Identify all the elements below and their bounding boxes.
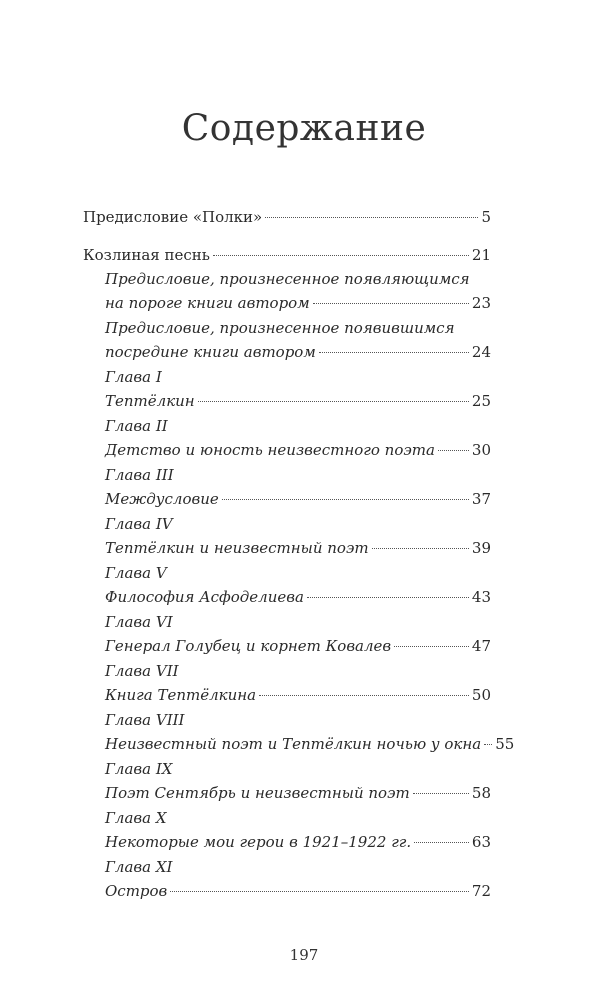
toc-entry-chapter-2[interactable] [105, 414, 491, 462]
table-of-contents [83, 205, 515, 904]
dot-leader [313, 303, 469, 304]
toc-entry-title: на пороге книги автором [105, 294, 310, 312]
toc-page-number: 72 [471, 882, 491, 900]
toc-chapter-label: Глава VIII [105, 711, 185, 729]
toc-chapter-label: Глава I [105, 368, 162, 386]
dot-leader [413, 793, 469, 794]
toc-chapter-label: Глава IX [105, 760, 173, 778]
toc-chapter-label: Глава II [105, 417, 168, 435]
toc-entry-preface-2[interactable] [105, 316, 491, 364]
toc-entry-title: Детство и юность неизвестного поэта [105, 441, 435, 459]
toc-page-number: 30 [471, 441, 491, 459]
toc-entry-title: посредине книги автором [105, 343, 316, 361]
toc-entry-title: Междусловие [105, 490, 219, 508]
dot-leader [319, 352, 469, 353]
toc-page-number: 39 [471, 539, 491, 557]
toc-entry-preface-polka[interactable] [83, 205, 491, 229]
dot-leader [259, 695, 469, 696]
dot-leader [438, 450, 469, 451]
page-number: 197 [289, 946, 319, 964]
toc-page-number: 24 [471, 343, 491, 361]
toc-entry-chapter-11[interactable] [105, 855, 491, 903]
dot-leader [265, 217, 478, 218]
toc-page-number: 5 [481, 208, 491, 226]
toc-entry-title: Остров [105, 882, 168, 900]
toc-page-number: 58 [471, 784, 491, 802]
dot-leader [198, 401, 469, 402]
toc-entry-kozlinaya-pesn[interactable] [83, 243, 491, 267]
toc-page-number: 23 [471, 294, 491, 312]
dot-leader [372, 548, 469, 549]
toc-entry-chapter-8[interactable] [105, 708, 515, 756]
toc-entry-chapter-5[interactable] [105, 561, 491, 609]
toc-entry-title: Тептёлкин [105, 392, 195, 410]
toc-page-number: 63 [471, 833, 491, 851]
toc-entry-chapter-3[interactable] [105, 463, 491, 511]
toc-entry-preface-1[interactable] [105, 267, 491, 315]
toc-page-number: 50 [471, 686, 491, 704]
toc-entry-title: Предисловие «Полки» [83, 208, 263, 226]
dot-leader [222, 499, 469, 500]
toc-entry-chapter-6[interactable] [105, 610, 491, 658]
toc-entry-chapter-4[interactable] [105, 512, 491, 560]
toc-page-number: 43 [471, 588, 491, 606]
toc-entry-title: Некоторые мои герои в 1921–1922 гг. [105, 833, 412, 851]
dot-leader [170, 891, 469, 892]
toc-entry-title: Книга Тептёлкина [105, 686, 257, 704]
toc-entry-title: Козлиная песнь [83, 246, 210, 264]
dot-leader [213, 255, 469, 256]
toc-chapter-label: Глава V [105, 564, 167, 582]
dot-leader [307, 597, 469, 598]
toc-entry-title: Генерал Голубец и корнет Ковалев [105, 637, 392, 655]
dot-leader [414, 842, 469, 843]
toc-entry-title: Неизвестный поэт и Тептёлкин ночью у окна [105, 735, 482, 753]
toc-page-number: 47 [471, 637, 491, 655]
dot-leader [484, 744, 492, 745]
toc-chapter-label: Глава VII [105, 662, 179, 680]
toc-chapter-label: Глава XI [105, 858, 173, 876]
toc-chapter-label: Глава IV [105, 515, 173, 533]
toc-entry-chapter-10[interactable] [105, 806, 491, 854]
toc-entry-title: Поэт Сентябрь и неизвестный поэт [105, 784, 410, 802]
toc-entry-chapter-7[interactable] [105, 659, 491, 707]
dot-leader [394, 646, 469, 647]
toc-page-number: 25 [471, 392, 491, 410]
toc-entry-chapter-9[interactable] [105, 757, 491, 805]
toc-page-number: 37 [471, 490, 491, 508]
toc-entry-chapter-1[interactable] [105, 365, 491, 413]
toc-entry-title: Тептёлкин и неизвестный поэт [105, 539, 369, 557]
toc-entry-line: Предисловие, произнесенное появившимся [105, 319, 455, 337]
toc-entry-line: Предисловие, произнесенное появляющимся [105, 270, 470, 288]
toc-chapter-label: Глава III [105, 466, 174, 484]
page-title: Содержание [181, 108, 427, 149]
toc-page-number: 55 [495, 735, 515, 753]
toc-page-number: 21 [471, 246, 491, 264]
toc-chapter-label: Глава X [105, 809, 167, 827]
toc-entry-title: Философия Асфоделиева [105, 588, 304, 606]
toc-chapter-label: Глава VI [105, 613, 173, 631]
